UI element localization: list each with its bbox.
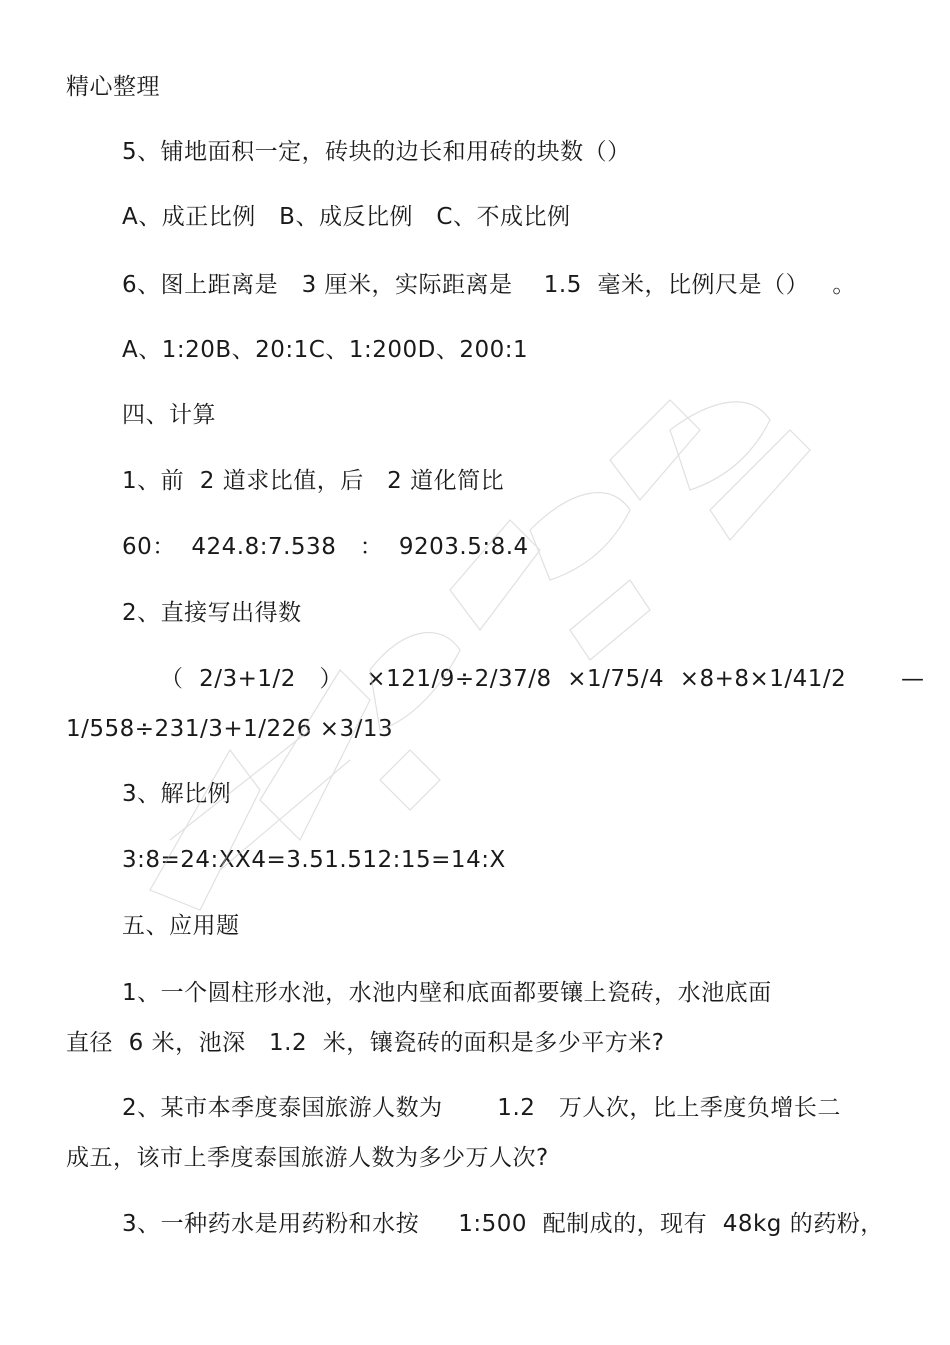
- calc-item-1-expressions: 60： 424.8:7.538 ： 9203.5:8.4: [122, 534, 529, 560]
- word-problem-2: 2、某市本季度泰国旅游人数为 1.2 万人次，比上季度负增长二: [122, 1095, 841, 1121]
- section-heading-word-problems: 五、应用题: [122, 913, 240, 939]
- question-6-options: A、1:20B、20:1C、1:200D、200:1: [122, 337, 529, 363]
- word-problem-1: 1、一个圆柱形水池，水池内壁和底面都要镶上瓷砖，水池底面: [122, 980, 772, 1006]
- section-heading-calc: 四、计算: [122, 402, 216, 428]
- question-5: 5、铺地面积一定，砖块的边长和用砖的块数（）: [122, 139, 631, 165]
- word-problem-2-cont: 成五，该市上季度泰国旅游人数为多少万人次?: [66, 1145, 549, 1171]
- calc-item-3-expressions: 3:8=24:XX4=3.51.512:15=14:X: [122, 847, 506, 873]
- calc-item-3: 3、解比例: [122, 781, 232, 807]
- calc-item-2: 2、直接写出得数: [122, 600, 302, 626]
- question-5-options: A、成正比例 B、成反比例 C、不成比例: [122, 204, 571, 230]
- word-problem-1-cont: 直径 6 米，池深 1.2 米，镶瓷砖的面积是多少平方米?: [66, 1030, 665, 1056]
- word-problem-3: 3、一种药水是用药粉和水按 1:500 配制成的，现有 48kg 的药粉，: [122, 1211, 884, 1237]
- calc-item-2-expressions-cont: 1/558÷231/3+1/226 ×3/13: [66, 716, 394, 742]
- calc-item-1: 1、前 2 道求比值，后 2 道化简比: [122, 468, 505, 494]
- question-6: 6、图上距离是 3 厘米，实际距离是 1.5 毫米，比例尺是（） 。: [122, 272, 856, 298]
- calc-item-2-expressions: （ 2/3+1/2 ） ×121/9÷2/37/8 ×1/75/4 ×8+8×1/41/2 —: [160, 666, 925, 692]
- header-label: 精心整理: [66, 74, 160, 100]
